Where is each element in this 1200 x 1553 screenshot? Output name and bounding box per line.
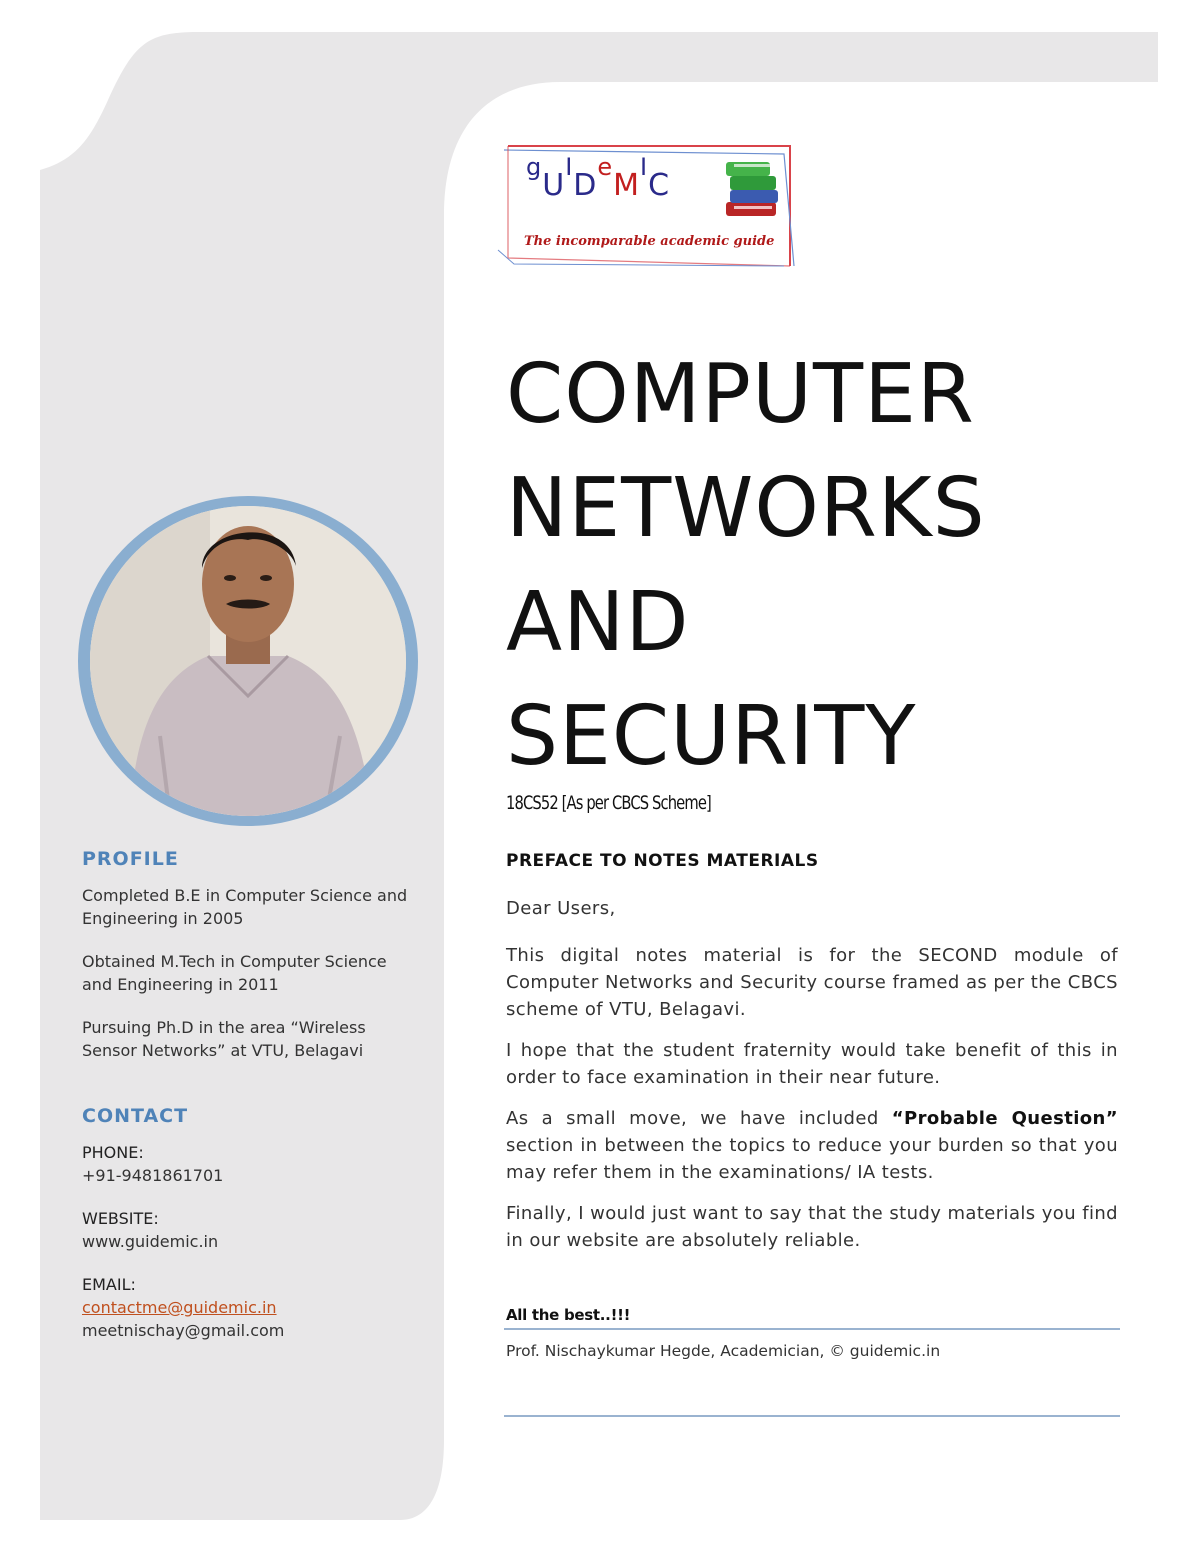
author-portrait-icon: [90, 506, 406, 816]
divider-bottom: [504, 1415, 1120, 1417]
email-label: EMAIL:: [82, 1275, 136, 1294]
course-code: 18CS52 [As per CBCS Scheme]: [506, 792, 711, 814]
contact-heading: CONTACT: [82, 1105, 189, 1127]
books-icon: [726, 162, 778, 216]
author-photo: [90, 506, 406, 816]
preface-section: [506, 848, 1118, 1268]
preface-paragraph-3: [506, 1105, 1118, 1186]
probable-question-highlight: “Probable Question”: [891, 1108, 1118, 1129]
greeting: Dear Users,: [506, 898, 616, 919]
para3-text: As a small move, we have included: [506, 1108, 892, 1129]
preface-paragraph-1: This digital notes material is for the SECOND module of Computer Networks and Security course framed as per the CBCS scheme of VTU, Belagavi.: [506, 945, 1118, 1020]
preface-paragraph-2: I hope that the student fraternity would take benefit of this in order to face examination in their near future.: [506, 1040, 1118, 1088]
logo-wordmark: gUIDeMIC: [526, 153, 671, 203]
signature: Prof. Nischaykumar Hegde, Academician, © guidemic.in: [506, 1342, 941, 1360]
profile-list: [82, 884, 412, 1082]
profile-heading: PROFILE: [82, 848, 179, 870]
guidemic-logo: [494, 140, 799, 270]
phone-entry: [82, 1141, 412, 1187]
para3-text-end: section in between the topics to reduce your burden so that you may refer them in the examinations/ IA tests.: [506, 1135, 1118, 1183]
preface-heading: PREFACE TO NOTES MATERIALS: [506, 851, 819, 871]
title-line: SECURITY: [506, 689, 917, 784]
closing-line: All the best..!!!: [506, 1306, 631, 1324]
email-entry: [82, 1273, 412, 1342]
website-label: WEBSITE:: [82, 1209, 159, 1228]
title-line: AND: [506, 575, 690, 670]
email-link[interactable]: contactme@guidemic.in: [82, 1298, 277, 1317]
phone-label: PHONE:: [82, 1143, 144, 1162]
document-title: [506, 338, 1126, 794]
preface-paragraph-4: Finally, I would just want to say that the study materials you find in our website are absolutely reliable.: [506, 1203, 1118, 1251]
phone-value: +91-9481861701: [82, 1166, 224, 1185]
website-value[interactable]: www.guidemic.in: [82, 1232, 219, 1251]
contact-list: [82, 1141, 412, 1362]
website-entry: [82, 1207, 412, 1253]
logo-tagline: The incomparable academic guide: [524, 234, 775, 249]
profile-item: Obtained M.Tech in Computer Science and Engineering in 2011: [82, 952, 387, 994]
email-secondary: meetnischay@gmail.com: [82, 1321, 285, 1340]
title-line: COMPUTER: [506, 347, 975, 442]
profile-item: Pursuing Ph.D in the area “Wireless Sensor Networks” at VTU, Belagavi: [82, 1018, 366, 1060]
divider-top: [504, 1328, 1120, 1330]
profile-item: Completed B.E in Computer Science and Engineering in 2005: [82, 886, 408, 928]
title-line: NETWORKS: [506, 461, 986, 556]
